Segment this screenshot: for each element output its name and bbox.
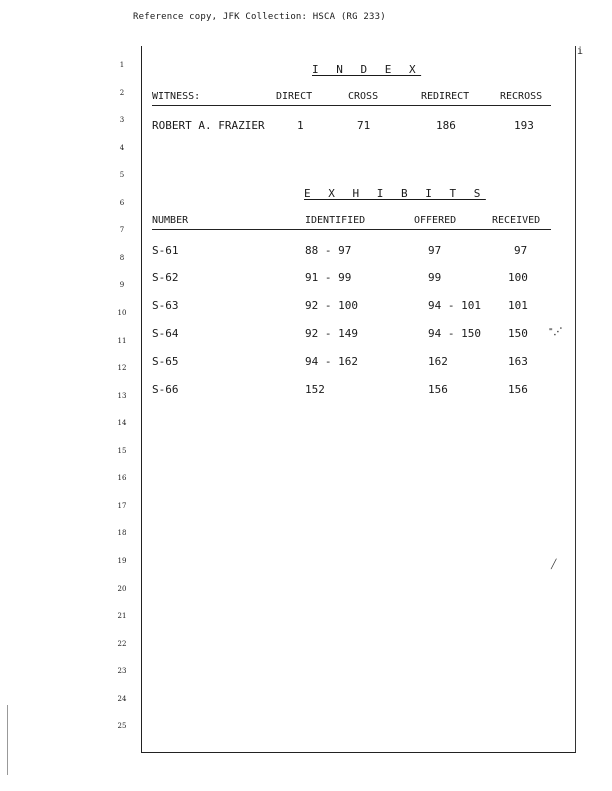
- pen-mark: ╱: [551, 560, 557, 570]
- cross-page: 71: [357, 119, 371, 132]
- redirect-header: REDIRECT: [421, 91, 470, 102]
- line-number: 2: [119, 88, 125, 97]
- witness-header: WITNESS:: [152, 91, 201, 102]
- exhibits-title: E X H I B I T S: [304, 187, 486, 200]
- line-number: 8: [119, 253, 125, 262]
- line-number: 4: [119, 143, 125, 152]
- line-number: 21: [117, 612, 127, 620]
- exhibit-identified: 92 - 149: [305, 327, 358, 340]
- exhibit-identified: 94 - 162: [305, 355, 358, 368]
- exhibit-offered: 156: [428, 383, 448, 396]
- line-number: 19: [117, 556, 127, 565]
- line-number: 13: [117, 391, 127, 400]
- cross-header: CROSS: [348, 91, 379, 102]
- exhibit-received: 163: [508, 355, 528, 368]
- handwritten-mark: ⁼⋰: [548, 327, 563, 337]
- direct-page: 1: [297, 119, 304, 132]
- line-number: 12: [117, 364, 127, 373]
- exhibit-number: S-64: [152, 327, 179, 340]
- line-number: 14: [117, 419, 127, 428]
- offered-header: OFFERED: [414, 215, 457, 226]
- exhibit-offered: 162: [428, 355, 448, 368]
- line-number: 10: [117, 309, 127, 317]
- exhibit-received: 156: [508, 383, 528, 396]
- exhibit-offered: 99: [428, 271, 442, 284]
- line-number: 24: [117, 694, 127, 703]
- line-number: 7: [119, 226, 125, 235]
- exhibits-header-rule: [152, 229, 551, 230]
- reference-header: Reference copy, JFK Collection: HSCA (RG 233): [133, 12, 386, 22]
- exhibit-offered: 97: [428, 244, 442, 257]
- transcript-frame: [141, 46, 576, 753]
- index-header-rule: [152, 105, 551, 106]
- recross-page: 193: [514, 119, 534, 132]
- exhibit-received: 97: [514, 244, 528, 257]
- exhibit-number: S-65: [152, 355, 179, 368]
- line-number: 5: [119, 171, 125, 180]
- exhibit-identified: 152: [305, 383, 325, 396]
- received-header: RECEIVED: [492, 215, 541, 226]
- exhibit-number: S-62: [152, 271, 179, 284]
- scan-edge-line: [7, 705, 8, 775]
- exhibit-identified: 92 - 100: [305, 299, 358, 312]
- line-number: 23: [117, 667, 127, 676]
- number-header: NUMBER: [152, 215, 189, 226]
- direct-header: DIRECT: [276, 91, 313, 102]
- exhibit-number: S-66: [152, 383, 179, 396]
- exhibit-received: 101: [508, 299, 528, 312]
- exhibit-identified: 88 - 97: [305, 244, 352, 257]
- page-number: i: [577, 46, 584, 57]
- index-title: I N D E X: [312, 63, 422, 76]
- exhibit-received: 150: [508, 327, 528, 340]
- exhibit-number: S-63: [152, 299, 179, 312]
- exhibit-number: S-61: [152, 244, 179, 257]
- line-number: 16: [117, 474, 127, 483]
- line-number: 17: [117, 501, 127, 510]
- redirect-page: 186: [436, 119, 456, 132]
- line-number: 20: [117, 584, 127, 593]
- line-number: 1: [119, 61, 125, 69]
- recross-header: RECROSS: [500, 91, 543, 102]
- line-number: 6: [119, 198, 125, 207]
- exhibit-identified: 91 - 99: [305, 271, 352, 284]
- line-number: 22: [117, 639, 127, 648]
- line-number: 11: [117, 336, 127, 345]
- exhibit-offered: 94 - 150: [428, 327, 481, 340]
- line-number: 18: [117, 529, 127, 538]
- identified-header: IDENTIFIED: [305, 215, 366, 226]
- witness-name: ROBERT A. FRAZIER: [152, 119, 265, 132]
- line-number: 25: [117, 722, 127, 731]
- exhibit-offered: 94 - 101: [428, 299, 481, 312]
- line-number: 9: [119, 281, 125, 290]
- exhibit-received: 100: [508, 271, 528, 284]
- line-number: 15: [117, 446, 127, 455]
- line-number: 3: [119, 116, 125, 125]
